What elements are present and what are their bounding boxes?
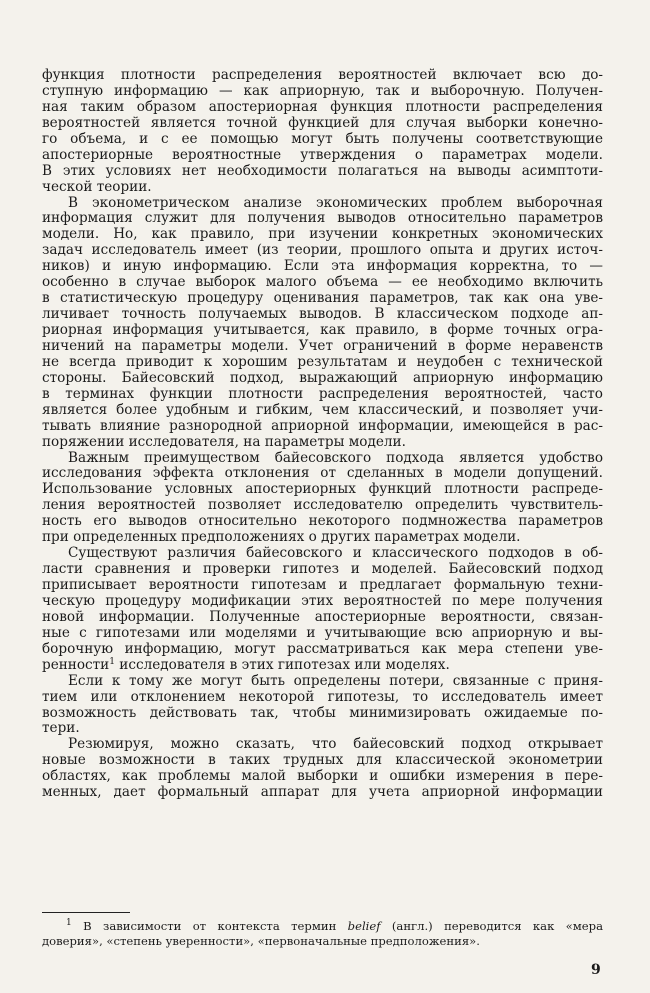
text-line: ная таким образом апостериорная функция плотности распределения [42,98,603,115]
paragraph-6 [42,737,603,801]
text-line: при определенных предположениях о других параметрах модели. [42,529,521,546]
text-line: ласти сравнения и проверки гипотез и моделей. Байесовский подход [42,561,603,578]
footnote-line: доверия», «степень уверенности», «первоначальные предположения». [42,933,480,948]
text-line: в терминах функции плотности распределения вероятностей, часто [42,385,603,402]
text-line: апостериорные вероятностные утверждения о параметрах модели. [42,146,603,163]
text-line: Важным преимуществом байесовского подхода является удобство [68,449,603,466]
paragraph-1 [42,68,603,196]
text-line: личивает точность получаемых выводов. В классическом подходе ап- [42,306,603,323]
text-line: менных, дает формальный аппарат для учета априорной информации [42,784,603,801]
text-line: ренности$^1$ исследователя в этих гипотезах или моделях. [42,656,450,673]
paragraph-2 [42,196,603,451]
text-line: борочную информацию, могут рассматриваться как мера степени уве- [42,640,603,657]
text-line: информация служит для получения выводов относительно параметров [42,210,603,227]
paragraph-3 [42,451,603,547]
text-line: новой информации. Полученные апостериорные вероятности, связан- [42,608,603,625]
footnote-line: $^1$ В зависимости от контекста термин belief (англ.) переводится как «мера [66,918,603,933]
text-line: поряжении исследователя, на параметры модели. [42,433,406,450]
text-line: исследования эффекта отклонения от сделанных в модели допущений. [42,465,603,482]
paragraph-5 [42,674,603,738]
text-line: является более удобным и гибким, чем классический, и позволяет учи- [42,401,603,418]
text-line: ников) и иную информацию. Если эта информация корректна, то — [42,258,603,275]
text-line: ческую процедуру модификации этих вероятностей по мере получения [42,592,603,609]
text-line: ные с гипотезами или моделями и учитывающие всю априорную и вы- [42,624,603,641]
footnote [42,919,603,948]
text-line: ность его выводов относительно некоторого подмножества параметров [42,513,603,530]
text-line: задач исследователь имеет (из теории, прошлого опыта и других источ- [42,242,603,259]
text-line: Использование условных апостериорных функций плотности распреде- [42,481,603,498]
text-line: новые возможности в таких трудных для классической эконометрии [42,752,603,769]
footnote-rule [42,912,130,913]
text-line: тием или отклонением некоторой гипотезы, то исследователь имеет [42,688,603,705]
text-line: В эконометрическом анализе экономических проблем выборочная [68,194,603,211]
text-line: риорная информация учитывается, как правило, в форме точных огра- [42,322,603,338]
text-line: не всегда приводит к хорошим результатам и неудобен с технической [42,353,603,370]
text-line: тывать влияние разнородной априорной информации, имеющейся в рас- [42,417,603,434]
text-line: Если к тому же могут быть определены потери, связанные с приня- [68,672,603,689]
text-line: ческой теории. [42,178,152,195]
page-number: 9 [591,962,601,978]
text-line: ления вероятностей позволяет исследователю определить чувствитель- [42,497,603,514]
paragraph-4 [42,546,603,674]
text-line: тери. [42,720,80,737]
text-line: функция плотности распределения вероятностей включает всю до- [42,67,603,83]
text-line: модели. Но, как правило, при изучении конкретных экономических [42,226,603,243]
text-line: Резюмируя, можно сказать, что байесовский подход открывает [68,736,603,753]
text-line: Существуют различия байесовского и классического подходов в об- [68,545,603,562]
text-line: областях, как проблемы малой выборки и ошибки измерения в пере- [42,768,603,785]
text-line: приписывает вероятности гипотезам и предлагает формальную техни- [42,577,603,593]
text-line: В этих условиях нет необходимости полагаться на выводы асимптоти- [42,162,603,179]
page-body [42,68,603,801]
text-line: вероятностей является точной функцией для случая выборки конечно- [42,114,603,131]
text-line: ничений на параметры модели. Учет ограничений в форме неравенств [42,337,603,354]
text-line: в статистическую процедуру оценивания параметров, так как она уве- [42,290,603,307]
text-line: стороны. Байесовский подход, выражающий априорную информацию [42,369,603,386]
text-line: возможность действовать так, чтобы минимизировать ожидаемые по- [42,704,603,721]
text-line: особенно в случае выборок малого объема — ее необходимо включить [42,274,603,291]
text-line: ступную информацию — как априорную, так и выборочную. Получен- [42,82,603,99]
text-line: го объема, и с ее помощью могут быть получены соответствующие [42,130,603,147]
